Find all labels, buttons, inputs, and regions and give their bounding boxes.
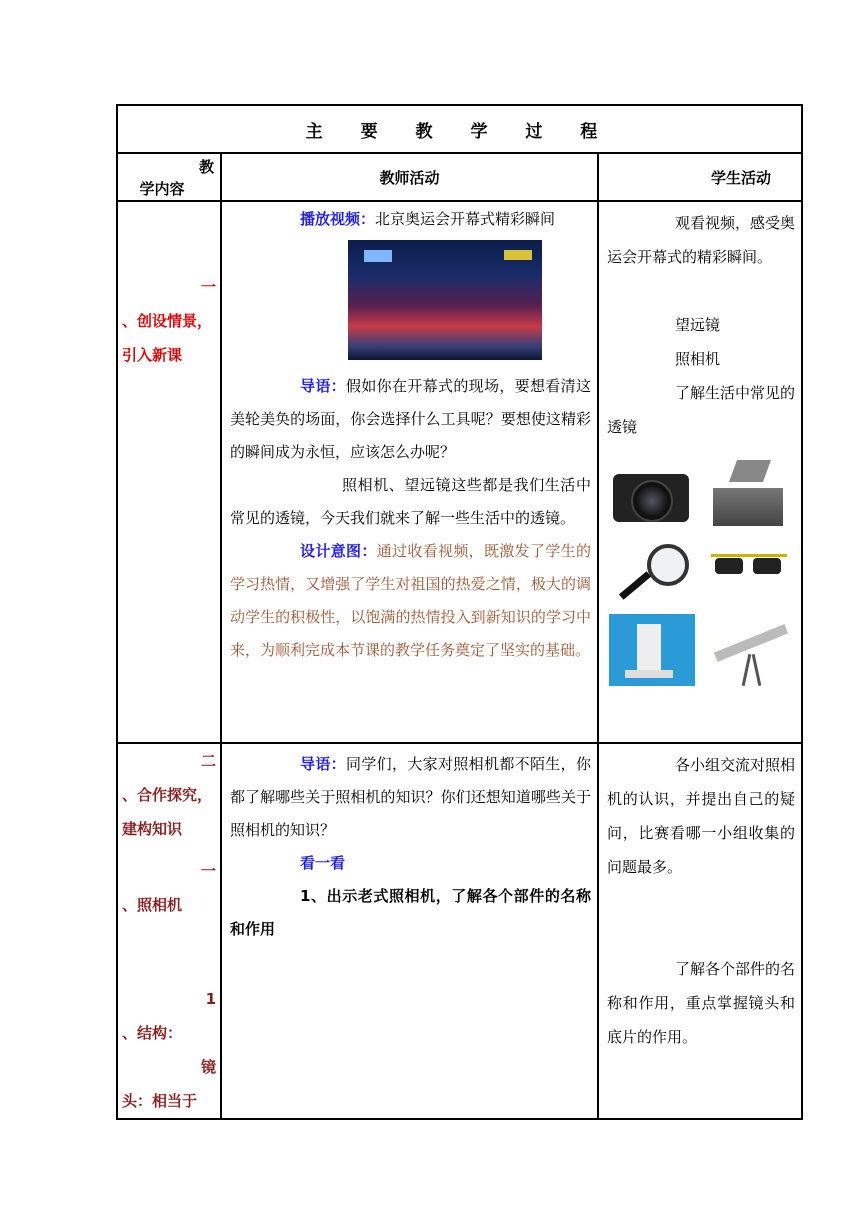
lesson-plan-table xyxy=(116,104,803,1120)
guide-text: 假如你在开幕式的现场，要想看清这美轮美奂的场面，你会选择什么工具呢？要想使这精彩的瞬间成为永恒，应该怎么办呢？ xyxy=(230,377,591,461)
telescope-icon xyxy=(707,614,793,686)
tv-tag-icon xyxy=(504,250,532,260)
camera-icon xyxy=(609,458,695,530)
section2-content xyxy=(117,743,221,1119)
olympics-video-thumbnail[interactable] xyxy=(348,240,542,360)
section1-teacher xyxy=(221,201,598,743)
student-watch-text: 观看视频，感受奥运会开幕式的精彩瞬间。 xyxy=(607,214,796,266)
section2-content-line3: 建构知识 xyxy=(122,820,183,838)
section1-content-line2: 、创设情景， xyxy=(122,312,213,330)
video-label: 播放视频： xyxy=(300,210,376,228)
look-label: 看一看 xyxy=(300,854,346,872)
design-label: 设计意图： xyxy=(300,542,377,560)
tv-logo-icon xyxy=(364,250,392,262)
magnifier-icon xyxy=(609,536,695,608)
intro-paragraph: 照相机、望远镜这些都是我们生活中常见的透镜，今天我们就来了解一些生活中的透镜。 xyxy=(230,476,591,527)
table-title: 主 要 教 学 过 程 xyxy=(117,105,802,153)
step1-text: 1、出示老式照相机，了解各个部件的名称和作用 xyxy=(230,887,591,938)
section2-content-line6: 1 xyxy=(205,990,216,1008)
student-parts-text: 了解各个部件的名称和作用，重点掌握镜头和底片的作用。 xyxy=(607,960,796,1046)
section2-teacher xyxy=(221,743,598,1119)
section1-content-line3: 引入新课 xyxy=(122,346,183,364)
header-content-line1: 教 xyxy=(198,158,214,176)
section2-content-line4: 一 xyxy=(200,862,216,880)
section2-guide-label: 导语： xyxy=(300,755,346,773)
design-text: 通过收看视频，既激发了学生的学习热情，又增强了学生对祖国的热爱之情，极大的调动学生的积极性，以饱满的热情投入到新知识的学习中来，为顺利完成本节课的教学任务奠定了坚实的基础。 xyxy=(230,542,591,659)
section2-content-line2: 、合作探究， xyxy=(122,786,213,804)
section2-student xyxy=(598,743,802,1119)
header-student: 学生活动 xyxy=(598,153,802,201)
section1-student xyxy=(598,201,802,743)
guide-label: 导语： xyxy=(300,377,346,395)
student-camera-text: 照相机 xyxy=(675,350,721,368)
microscope-icon xyxy=(609,614,695,686)
student-discuss-text: 各小组交流对照相机的认识，并提出自己的疑问，比赛看哪一小组收集的问题最多。 xyxy=(607,756,796,876)
header-row xyxy=(117,153,802,201)
header-content xyxy=(117,153,221,201)
video-text: 北京奥运会开幕式精彩瞬间 xyxy=(375,210,556,228)
section2-content-line9: 头：相当于 xyxy=(122,1092,198,1110)
section2-content-line5: 、照相机 xyxy=(122,896,183,914)
section2-content-line7: 、结构： xyxy=(122,1024,183,1042)
student-lens-text: 了解生活中常见的透镜 xyxy=(607,384,796,436)
lens-pictures xyxy=(609,458,795,686)
section1-content xyxy=(117,201,221,743)
glasses-icon xyxy=(707,536,793,608)
section2-guide-text: 同学们，大家对照相机都不陌生，你都了解哪些关于照相机的知识？你们还想知道哪些关于照相机的知识？ xyxy=(230,755,591,839)
projector-icon xyxy=(707,458,793,530)
section1-content-line1: 一 xyxy=(200,278,216,296)
title-row xyxy=(117,105,802,153)
section2-row xyxy=(117,743,802,1119)
student-telescope-text: 望远镜 xyxy=(675,316,721,334)
section2-content-line8: 镜 xyxy=(200,1058,216,1076)
header-teacher: 教师活动 xyxy=(221,153,598,201)
section1-row xyxy=(117,201,802,743)
header-content-line2: 学内容 xyxy=(139,180,185,198)
section2-content-line1: 二 xyxy=(200,752,216,770)
